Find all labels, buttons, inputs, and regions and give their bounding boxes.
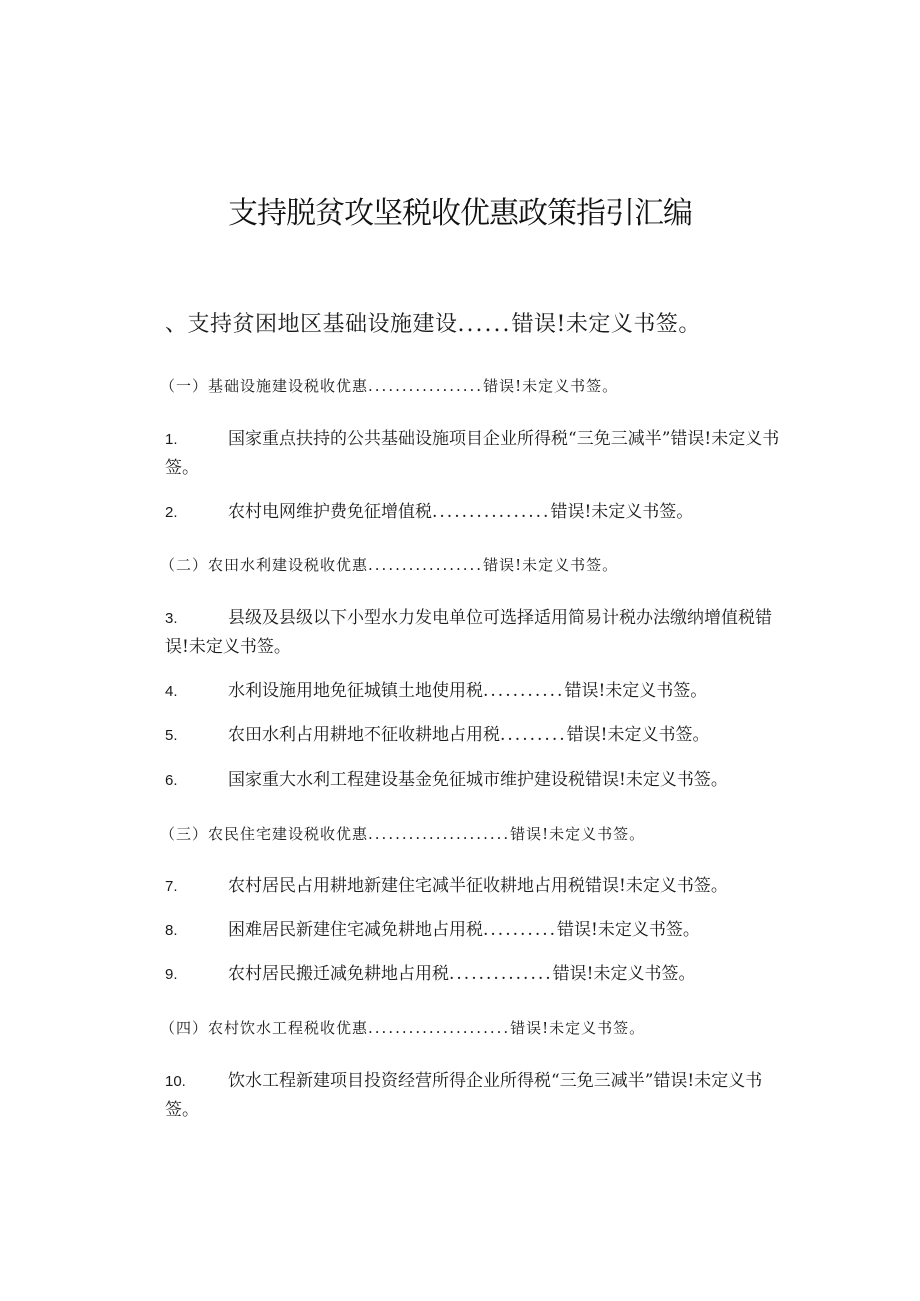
toc-leader-dots: ...... [457, 312, 512, 337]
toc-item[interactable] [165, 498, 780, 527]
toc-item-number: 6. [165, 772, 178, 789]
toc-item-text: 农村居民搬迁减免耕地占用税 [228, 964, 449, 984]
toc-leader-dots: .............. [449, 964, 553, 984]
toc-item[interactable] [165, 1067, 780, 1125]
toc-section[interactable] [160, 823, 800, 844]
toc-item-text: 农村居民占用耕地新建住宅减半征收耕地占用税 [228, 876, 585, 896]
toc-section-label: （一）基础设施建设税收优惠 [160, 377, 369, 395]
toc-item-number: 9. [165, 966, 178, 983]
toc-item-text: 水利设施用地免征城镇土地使用税 [228, 681, 483, 701]
toc-item[interactable] [165, 604, 780, 662]
toc-item-text: 国家重大水利工程建设基金免征城市维护建设税 [228, 770, 585, 790]
toc-page-ref: 错误!未定义书签。 [165, 429, 780, 478]
toc-page-ref: 错误!未定义书签。 [483, 377, 619, 395]
toc-leader-dots: ........... [483, 681, 565, 701]
toc-page-ref: 错误!未定义书签。 [585, 770, 728, 790]
toc-section-label: （三）农民住宅建设税收优惠 [160, 825, 369, 843]
toc-item-number: 1. [165, 431, 178, 448]
toc-section-label: （二）农田水利建设税收优惠 [160, 556, 369, 574]
toc-item-text: 县级及县级以下小型水力发电单位可选择适用简易计税办法缴纳增值税 [228, 608, 755, 628]
toc-item-text: 农田水利占用耕地不征收耕地占用税 [228, 725, 500, 745]
toc-item-number: 2. [165, 504, 178, 521]
toc-page-ref: 错误!未定义书签。 [165, 1071, 763, 1120]
toc-chapter[interactable] [165, 307, 805, 338]
toc-leader-dots: ................ [432, 502, 551, 522]
toc-item[interactable] [165, 960, 780, 989]
toc-page-ref: 错误!未定义书签。 [585, 876, 728, 896]
toc-item[interactable] [165, 677, 780, 706]
toc-section[interactable] [160, 375, 800, 396]
toc-page-ref: 错误!未定义书签。 [511, 312, 701, 337]
toc-leader-dots: ..................... [368, 1019, 511, 1037]
toc-item-number: 4. [165, 683, 178, 700]
toc-item-text: 国家重点扶持的公共基础设施项目企业所得税“三免三减半” [228, 429, 671, 449]
toc-item-number: 10. [165, 1073, 186, 1090]
toc-page-ref: 错误!未定义书签。 [564, 681, 708, 701]
toc-leader-dots: .......... [483, 920, 558, 940]
toc-section-label: （四）农村饮水工程税收优惠 [160, 1019, 369, 1037]
toc-section[interactable] [160, 1017, 800, 1038]
toc-item-number: 7. [165, 878, 178, 895]
toc-page-ref: 错误!未定义书签。 [510, 825, 646, 843]
toc-leader-dots: ................. [368, 377, 484, 395]
toc-item[interactable] [165, 721, 780, 750]
toc-item-text: 饮水工程新建项目投资经营所得企业所得税“三免三减半” [228, 1071, 654, 1091]
toc-item-number: 5. [165, 727, 178, 744]
toc-page-ref: 错误!未定义书签。 [483, 556, 619, 574]
toc-section[interactable] [160, 554, 800, 575]
toc-page-ref: 错误!未定义书签。 [550, 502, 694, 522]
toc-leader-dots: ..................... [368, 825, 511, 843]
toc-page-ref: 错误!未定义书签。 [510, 1019, 646, 1037]
toc-item[interactable] [165, 425, 780, 483]
document-title: 支持脱贫攻坚税收优惠政策指引汇编 [228, 196, 692, 231]
toc-page-ref: 错误!未定义书签。 [557, 920, 700, 940]
toc-page-ref: 错误!未定义书签。 [165, 608, 772, 657]
toc-leader-dots: ................. [368, 556, 484, 574]
toc-item[interactable] [165, 766, 780, 795]
toc-page-ref: 错误!未定义书签。 [552, 964, 696, 984]
toc-item-text: 困难居民新建住宅减免耕地占用税 [228, 920, 483, 940]
toc-item-text: 农村电网维护费免征增值税 [228, 502, 432, 522]
toc-chapter-label: 、支持贫困地区基础设施建设 [165, 312, 458, 337]
toc-item[interactable] [165, 872, 780, 901]
toc-page-ref: 错误!未定义书签。 [566, 725, 710, 745]
toc-item-number: 3. [165, 610, 178, 627]
toc-item-number: 8. [165, 922, 178, 939]
toc-item[interactable] [165, 916, 780, 945]
toc-leader-dots: ......... [500, 725, 567, 745]
